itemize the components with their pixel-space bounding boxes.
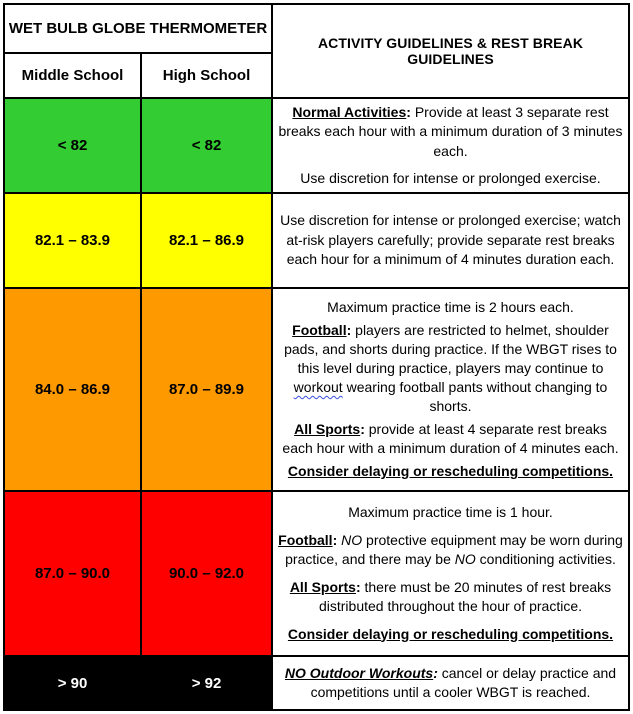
black-guidelines-cell <box>273 657 628 709</box>
emphasized-no: NO <box>454 551 476 567</box>
guideline-text: players are restricted to helmet, shoulder pads, and shorts during practice. If the WBGT rises to this level during practice, players may continue to <box>284 322 617 376</box>
guideline-text: cancel or delay practice and competitions until a cooler WBGT is reached. <box>310 664 617 700</box>
guideline-lead: All Sports <box>294 421 361 437</box>
temp-range-value: 82.1 – 83.9 <box>34 232 111 249</box>
temp-range-value: 87.0 – 90.0 <box>34 565 111 582</box>
temp-range-value: 82.1 – 86.9 <box>168 232 245 249</box>
guideline-paragraph <box>288 462 613 481</box>
yellow-guidelines-cell <box>273 194 628 289</box>
temp-range-value: > 90 <box>57 674 88 692</box>
guideline-lead: Football <box>292 322 347 338</box>
red-middle-school-range-cell <box>5 492 142 657</box>
reschedule-warning: Consider delaying or rescheduling competitions. <box>287 463 614 479</box>
red-high-school-range-cell <box>142 492 273 657</box>
wbgt-table <box>3 3 630 711</box>
guideline-text: there must be 20 minutes of rest breaks distributed throughout the hour of practice. <box>318 578 612 614</box>
guideline-lead: All Sports <box>289 578 356 595</box>
guideline-text: conditioning activities. <box>475 551 616 567</box>
emphasized-no: NO <box>341 531 363 548</box>
guideline-paragraph <box>278 578 623 617</box>
guideline-text: protective equipment may be worn during practice, and there may be <box>285 531 623 567</box>
wet-bulb-header-cell <box>5 5 273 54</box>
guideline-paragraph: Maximum practice time is 2 hours each. <box>327 299 574 315</box>
green-high-school-range-cell <box>142 99 273 194</box>
guideline-separator: : <box>346 322 356 338</box>
guideline-lead: Football <box>278 531 333 548</box>
temp-range-value: 87.0 – 89.9 <box>168 381 245 398</box>
guideline-paragraph: Use discretion for intense or prolonged exercise; watch at-risk players carefully; provide separate rest breaks each hour for a minimum of 4 minutes duration each. <box>280 212 621 268</box>
guideline-text: provide at least 4 separate rest breaks each hour with a minimum duration of 4 minutes each. <box>282 421 619 456</box>
guideline-paragraph <box>278 531 623 570</box>
guideline-paragraph: Use discretion for intense or prolonged exercise. <box>300 170 601 186</box>
guideline-separator: : <box>355 578 365 595</box>
green-middle-school-range-cell <box>5 99 142 194</box>
middle-school-header-cell <box>5 54 142 99</box>
yellow-middle-school-range-cell <box>5 194 142 289</box>
activity-guidelines-header-cell <box>273 5 628 99</box>
yellow-high-school-range-cell <box>142 194 273 289</box>
temp-range-value: < 82 <box>191 137 222 154</box>
temp-range-value: 84.0 – 86.9 <box>34 381 111 398</box>
guideline-lead: Normal Activities <box>292 103 407 120</box>
guideline-text: wearing football pants without changing to shorts. <box>342 379 608 414</box>
guideline-separator: : <box>433 664 442 681</box>
guideline-paragraph: Maximum practice time is 1 hour. <box>348 504 553 520</box>
orange-middle-school-range-cell <box>5 289 142 492</box>
guideline-text: Provide at least 3 separate rest breaks each hour with a minimum duration of 3 minutes each. <box>278 103 623 159</box>
orange-guidelines-cell <box>273 289 628 492</box>
high-school-label: High School <box>162 67 251 84</box>
guideline-paragraph <box>278 103 623 162</box>
orange-high-school-range-cell <box>142 289 273 492</box>
red-guidelines-cell <box>273 492 628 657</box>
wet-bulb-title: WET BULB GLOBE THERMOMETER <box>8 20 268 37</box>
guideline-separator: : <box>360 421 369 437</box>
high-school-header-cell <box>142 54 273 99</box>
reschedule-warning: Consider delaying or rescheduling competitions. <box>287 625 614 642</box>
guideline-paragraph <box>278 321 623 416</box>
temp-range-value: 90.0 – 92.0 <box>168 565 245 582</box>
temp-range-value: > 92 <box>191 674 222 692</box>
spellcheck-squiggle-word: workout <box>293 379 343 395</box>
green-guidelines-cell <box>273 99 628 194</box>
activity-guidelines-title: ACTIVITY GUIDELINES & REST BREAK GUIDELINES <box>317 35 584 67</box>
guideline-paragraph <box>278 420 623 458</box>
temp-range-value: < 82 <box>57 137 88 154</box>
guideline-paragraph <box>288 625 613 645</box>
guideline-paragraph <box>278 664 623 703</box>
middle-school-label: Middle School <box>21 67 124 84</box>
guideline-separator: : <box>332 531 342 548</box>
black-middle-school-range-cell <box>5 657 142 709</box>
guideline-separator: : <box>406 103 415 120</box>
black-high-school-range-cell <box>142 657 273 709</box>
no-outdoor-workouts-lead: NO Outdoor Workouts <box>284 664 434 681</box>
